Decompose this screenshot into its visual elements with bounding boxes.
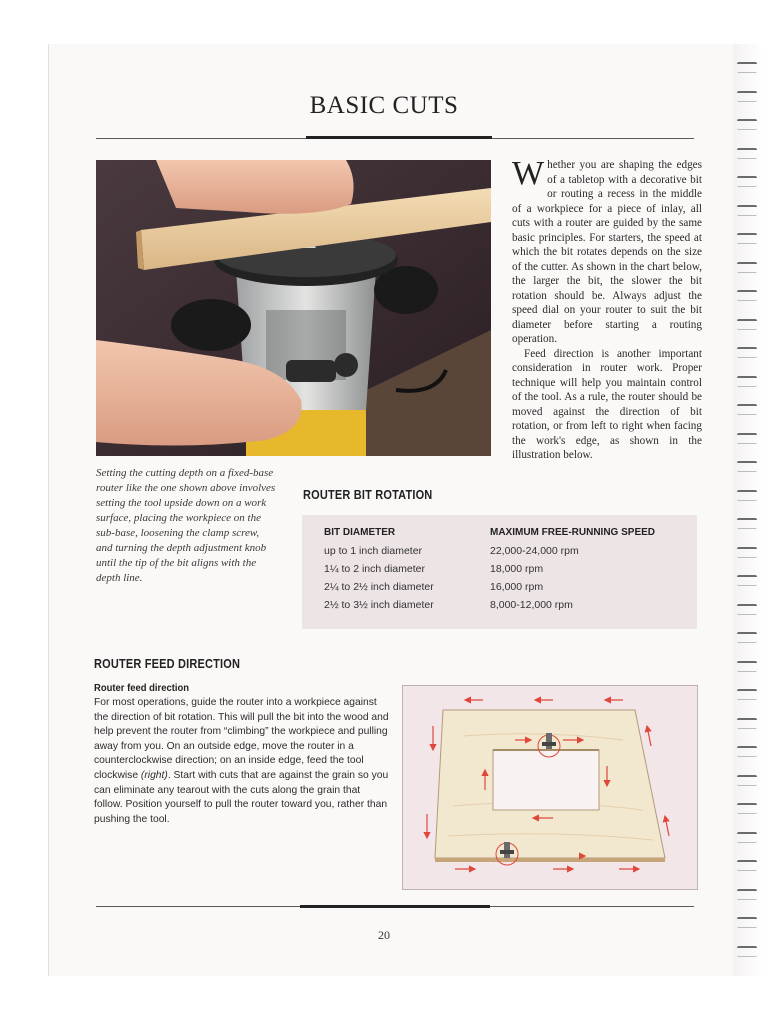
spiral-coil (737, 433, 757, 444)
spiral-coil (737, 575, 757, 586)
spiral-coil (737, 889, 757, 900)
feed-direction-diagram (402, 685, 698, 890)
spiral-coil (737, 262, 757, 273)
spiral-coil (737, 803, 757, 814)
footer-rule-accent (300, 905, 490, 908)
feed-text (94, 696, 390, 827)
feed-text-part: . Start with cuts that are against the grain so you can eliminate any tearout with the cuts along the grain that follow. Position yourself to pull the router toward you, rather than pushing the tool. (94, 769, 389, 825)
spiral-binding (733, 44, 763, 976)
spiral-coil (737, 319, 757, 330)
feed-text-part: For most operations, guide the router into a workpiece against the direction of bit rotation. This will pull the bit into the wood and help prevent the router from “climbing” the workpiece and pulling away from you. On an outside edge, move the router in a counterclockwise direction; on an inside edge, feed the tool clockwise (94, 697, 389, 781)
intro-text (512, 155, 702, 463)
rotation-heading: ROUTER BIT ROTATION (303, 488, 433, 502)
spiral-coil (737, 205, 757, 216)
spiral-coil (737, 518, 757, 529)
intro-paragraph-2: Feed direction is another important consideration in router work. Proper technique will help you maintain control of the tool. As a rule, the router should be moved against the direction of bit rotation, or from left to right when facing the work's edge, as shown in the illustration below. (512, 347, 702, 461)
spiral-coil (737, 290, 757, 301)
rotation-table (302, 515, 697, 629)
spiral-coil (737, 860, 757, 871)
spiral-coil (737, 176, 757, 187)
spiral-coil (737, 347, 757, 358)
page-title: BASIC CUTS (309, 92, 459, 119)
feed-text-emphasis: (right) (140, 769, 168, 781)
spiral-coil (737, 832, 757, 843)
feed-heading: ROUTER FEED DIRECTION (94, 657, 241, 671)
spiral-coil (737, 689, 757, 700)
table-cell-bit: 2½ to 3½ inch diameter (324, 599, 434, 611)
spiral-coil (737, 490, 757, 501)
spiral-coil (737, 632, 757, 643)
table-cell-speed: 18,000 rpm (490, 563, 544, 575)
title-rule-accent (306, 136, 492, 139)
spiral-coil (737, 119, 757, 130)
table-cell-bit: up to 1 inch diameter (324, 545, 423, 557)
table-cell-speed: 8,000-12,000 rpm (490, 599, 573, 611)
inside-cutout (493, 750, 599, 810)
intro-paragraph-1: hether you are shaping the edges of a tabletop with a decorative bit or routing a recess in the middle of a workpiece for a piece of inlay, all cuts with a router are guided by the same basic principles. For starters, the speed at which the bit rotates depends on the size of the cutter. As shown in the chart below, the larger the bit, the slower the bit rotation should be. Always adjust the speed dial on your router to suit the bit diameter before starting a routing operation. (512, 159, 702, 345)
table-cell-speed: 22,000-24,000 rpm (490, 545, 579, 557)
table-cell-speed: 16,000 rpm (490, 581, 544, 593)
router-photo (96, 160, 491, 456)
spiral-coil (737, 604, 757, 615)
spiral-coil (737, 148, 757, 159)
table-cell-bit: 1¼ to 2 inch diameter (324, 563, 425, 575)
spiral-coil (737, 547, 757, 558)
spiral-coil (737, 718, 757, 729)
table-header-bit: BIT DIAMETER (324, 527, 396, 538)
spiral-coil (737, 461, 757, 472)
drop-cap: W (512, 155, 545, 192)
spiral-coil (737, 946, 757, 957)
spiral-coil (737, 661, 757, 672)
photo-caption: Setting the cutting depth on a fixed-base router like the one shown above involves setting the tool upside down on a work surface, placing the workpiece on the sub-base, loosening the clamp screw, and turning the depth adjustment knob until the tip of the bit aligns with the depth line. (96, 467, 276, 584)
table-cell-bit: 2¼ to 2½ inch diameter (324, 581, 434, 593)
spiral-coil (737, 746, 757, 757)
page-number: 20 (378, 928, 390, 942)
spiral-coil (737, 917, 757, 928)
spiral-coil (737, 233, 757, 244)
table-header-speed: MAXIMUM FREE-RUNNING SPEED (490, 527, 656, 538)
spiral-coil (737, 775, 757, 786)
spiral-coil (737, 404, 757, 415)
spiral-coil (737, 376, 757, 387)
feed-subheading: Router feed direction (94, 682, 190, 694)
spiral-coil (737, 62, 757, 73)
